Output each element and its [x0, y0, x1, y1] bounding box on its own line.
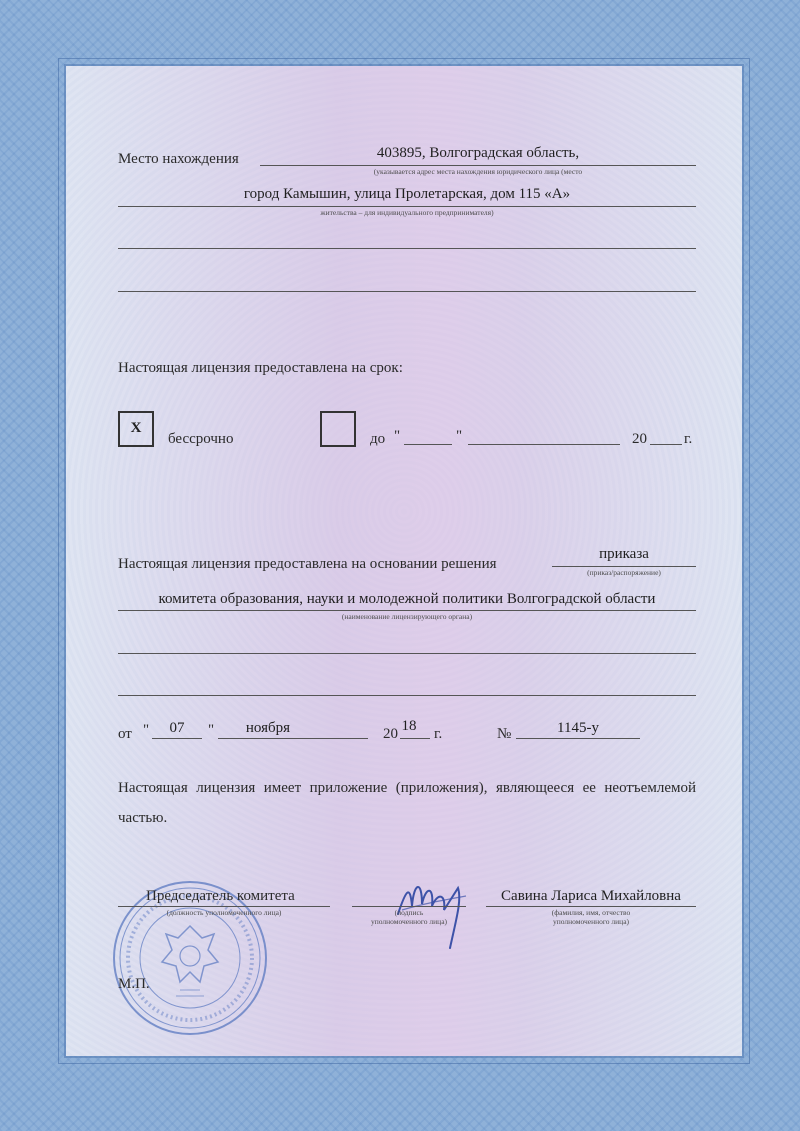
until-quote-open: " — [394, 428, 401, 444]
signatory-position: Председатель комитета — [146, 888, 295, 904]
date-quote-close: " — [208, 722, 215, 738]
until-year-suffix: г. — [684, 431, 693, 447]
number-label: № — [497, 726, 512, 742]
name-line — [486, 906, 696, 907]
date-day-line — [152, 738, 202, 739]
seal-label: М.П. — [118, 976, 150, 992]
authority-line — [118, 610, 696, 611]
until-year-prefix: 20 — [632, 431, 647, 447]
until-quote-close: " — [456, 428, 463, 444]
location-hint-1: (указывается адрес места нахождения юридического лица (место — [373, 167, 583, 176]
name-hint-1: (фамилия, имя, отчество — [551, 908, 631, 917]
license-number: 1145-у — [557, 720, 599, 736]
date-month-line — [218, 738, 368, 739]
term-label: Настоящая лицензия предоставлена на срок: — [118, 360, 403, 376]
authority-hint: (наименование лицензирующего органа) — [341, 612, 473, 621]
until-year-line — [650, 444, 682, 445]
location-label: Место нахождения — [118, 151, 239, 167]
date-quote-open: " — [143, 722, 150, 738]
authority-value: комитета образования, науки и молодежной политики Волгоградской области — [158, 591, 656, 607]
date-year-suffix: г. — [434, 726, 443, 742]
location-line-4 — [118, 291, 696, 292]
checkbox-x-mark: X — [130, 420, 142, 436]
date-year-line — [400, 738, 430, 739]
position-hint: (должность уполномоченного лица) — [166, 908, 282, 917]
date-from-label: от — [118, 726, 132, 742]
basis-line-3 — [118, 653, 696, 654]
signature-hint-2: уполномоченного лица) — [370, 917, 448, 926]
position-line — [118, 906, 330, 907]
location-line-3 — [118, 248, 696, 249]
number-line — [516, 738, 640, 739]
until-checkbox[interactable] — [320, 411, 356, 447]
basis-label: Настоящая лицензия предоставлена на основании решения — [118, 556, 497, 572]
name-hint-2: уполномоченного лица) — [552, 917, 630, 926]
signatory-name: Савина Лариса Михайловна — [501, 888, 681, 904]
date-day: 07 — [169, 720, 185, 736]
signature-line — [352, 906, 466, 907]
location-hint-2: жительства – для индивидуального предпринимателя) — [320, 208, 494, 217]
decision-type-hint: (приказ/распоряжение) — [587, 568, 661, 577]
until-label: до — [370, 431, 386, 447]
location-value-2: город Камышин, улица Пролетарская, дом 115 «А» — [243, 186, 571, 202]
date-month: ноября — [245, 720, 291, 736]
location-value-1: 403895, Волгоградская область, — [376, 145, 580, 161]
date-year-prefix: 20 — [383, 726, 398, 742]
appendix-text: Настоящая лицензия имеет приложение (приложения), являющееся ее неотъемлемой частью. — [118, 780, 696, 826]
signature-hint-1: (подпись — [394, 908, 424, 917]
until-day-line — [404, 444, 452, 445]
location-line-1 — [260, 165, 696, 166]
decision-type-value: приказа — [599, 546, 649, 562]
until-month-line — [468, 444, 620, 445]
decision-type-line — [552, 566, 696, 567]
basis-line-4 — [118, 695, 696, 696]
date-year-value: 18 — [401, 718, 417, 734]
location-line-2 — [118, 206, 696, 207]
unlimited-label: бессрочно — [168, 431, 234, 447]
